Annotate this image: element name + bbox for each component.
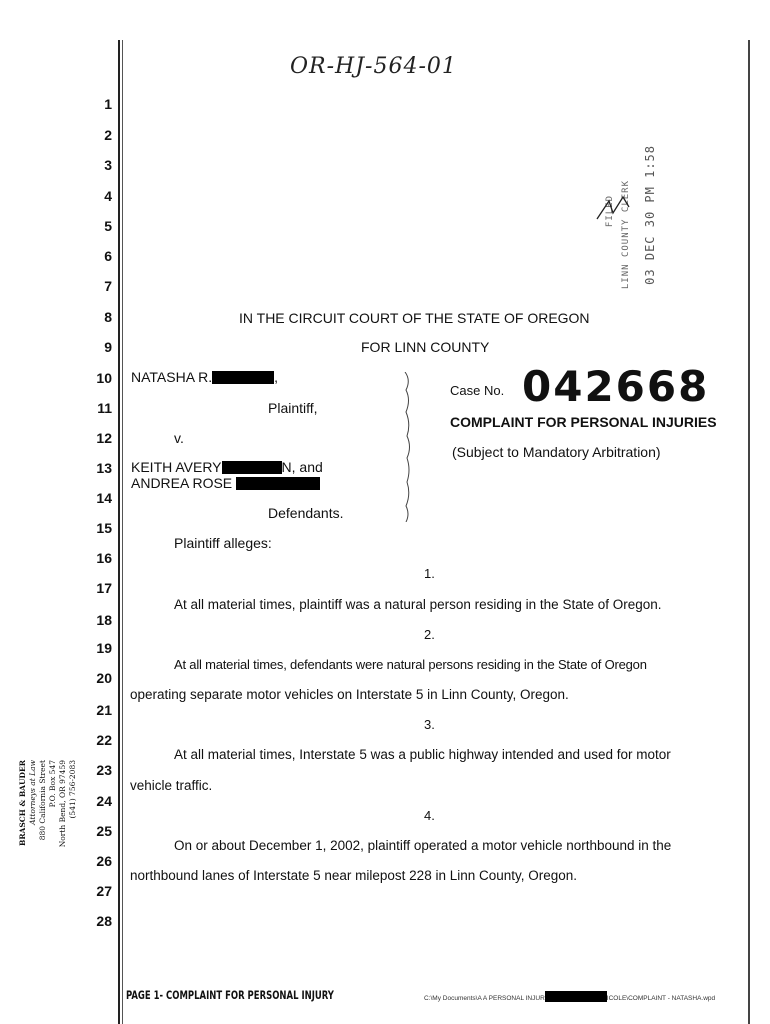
plaintiff-name — [131, 369, 278, 385]
handwritten-reference: OR-HJ-564-01 — [290, 54, 457, 79]
court-heading-line2: FOR LINN COUNTY — [361, 339, 490, 355]
paragraph-text: vehicle traffic. — [130, 778, 213, 793]
footer-file-path-end: ICOLE\COMPLAINT - NATASHA.wpd — [606, 995, 716, 1002]
line-number: 23 — [96, 762, 112, 778]
intro-text: Plaintiff alleges: — [174, 535, 272, 551]
right-margin-rule — [748, 40, 750, 1024]
paragraph-text: operating separate motor vehicles on Interstate 5 in Linn County, Oregon. — [130, 687, 569, 702]
line-number: 11 — [97, 400, 112, 416]
redaction-bar — [236, 477, 320, 490]
defendants-role: Defendants. — [268, 505, 344, 521]
paragraph-number: 4. — [424, 808, 435, 823]
versus: v. — [174, 430, 184, 446]
paragraph-text: northbound lanes of Interstate 5 near milepost 228 in Linn County, Oregon. — [130, 868, 578, 883]
line-number: 12 — [96, 430, 112, 446]
left-margin-rule-inner — [122, 40, 123, 1024]
defendant1-name — [131, 459, 323, 475]
filing-stamp-line: 03 DEC 30 PM 1:58 — [643, 145, 657, 285]
firm-line: North Bend, OR 97459 — [58, 760, 67, 848]
paragraph-text: At all material times, defendants were natural persons residing in the State of Oregon — [174, 657, 647, 672]
firm-line: 880 California Street — [38, 760, 47, 841]
paragraph-number: 1. — [424, 566, 435, 581]
complaint-title: COMPLAINT FOR PERSONAL INJURIES — [450, 414, 717, 430]
line-number: 4 — [104, 188, 112, 204]
filing-stamp-line: FILED — [605, 195, 615, 228]
case-number: 042668 — [522, 362, 710, 411]
line-number: 13 — [96, 460, 112, 476]
line-number: 7 — [104, 278, 112, 294]
plaintiff-role: Plaintiff, — [268, 400, 318, 416]
paragraph-text: At all material times, Interstate 5 was a public highway intended and used for motor — [174, 747, 671, 762]
line-number: 14 — [96, 490, 112, 506]
paragraph-number: 2. — [424, 627, 435, 642]
paragraph-text: On or about December 1, 2002, plaintiff operated a motor vehicle northbound in the — [174, 838, 672, 853]
caption-brace — [402, 372, 416, 522]
footer-file-path — [424, 991, 715, 1002]
plaintiff-name-text: NATASHA R. — [131, 369, 213, 385]
line-number: 26 — [96, 853, 112, 869]
line-number: 17 — [96, 580, 112, 596]
line-number: 15 — [96, 520, 112, 536]
line-number: 19 — [96, 640, 112, 656]
complaint-subtitle: (Subject to Mandatory Arbitration) — [452, 444, 661, 460]
paragraph-text: At all material times, plaintiff was a natural person residing in the State of Oregon. — [174, 597, 662, 612]
line-number: 24 — [96, 793, 112, 809]
footer-page-label: PAGE 1- COMPLAINT FOR PERSONAL INJURY — [126, 988, 334, 1002]
defendant2-name-text: ANDREA ROSE — [131, 475, 233, 491]
line-number: 10 — [96, 370, 112, 386]
line-number: 6 — [104, 248, 112, 264]
redaction-bar — [545, 991, 607, 1002]
line-number: 5 — [104, 218, 112, 234]
line-number: 1 — [104, 96, 112, 112]
plaintiff-name-suffix: , — [274, 369, 279, 385]
defendant1-name-suffix: N, and — [281, 459, 323, 475]
redaction-bar — [222, 461, 282, 474]
line-number: 8 — [104, 309, 112, 325]
firm-phone: (541) 756-2083 — [68, 760, 77, 819]
filing-stamp — [595, 135, 675, 295]
court-heading-line1: IN THE CIRCUIT COURT OF THE STATE OF OREGON — [239, 310, 590, 326]
line-number: 20 — [96, 670, 112, 686]
paragraph-number: 3. — [424, 717, 435, 732]
law-firm-block — [18, 760, 108, 960]
line-number: 25 — [96, 823, 112, 839]
defendant1-name-text: KEITH AVERY — [131, 459, 222, 475]
redaction-bar — [212, 371, 274, 384]
defendant2-name — [131, 475, 320, 491]
left-margin-rule — [118, 40, 120, 1024]
footer-file-path-start: C:\My Documents\A A PERSONAL INJUR — [424, 995, 545, 1002]
line-number: 9 — [104, 339, 112, 355]
signature-mark-icon — [595, 193, 635, 223]
filing-stamp-line: LINN COUNTY CLERK — [621, 180, 631, 290]
line-number: 27 — [96, 883, 112, 899]
line-number: 28 — [96, 913, 112, 929]
firm-name: BRASCH & BAUDER — [18, 760, 27, 847]
firm-line: Attorneys at Law — [28, 760, 37, 825]
line-number: 16 — [96, 550, 112, 566]
firm-line: P.O. Box 547 — [48, 760, 57, 808]
line-number: 22 — [96, 732, 112, 748]
line-number: 21 — [96, 702, 112, 718]
line-number: 2 — [104, 127, 112, 143]
line-number: 3 — [104, 157, 112, 173]
line-number: 18 — [96, 612, 112, 628]
case-number-label: Case No. — [450, 383, 505, 398]
